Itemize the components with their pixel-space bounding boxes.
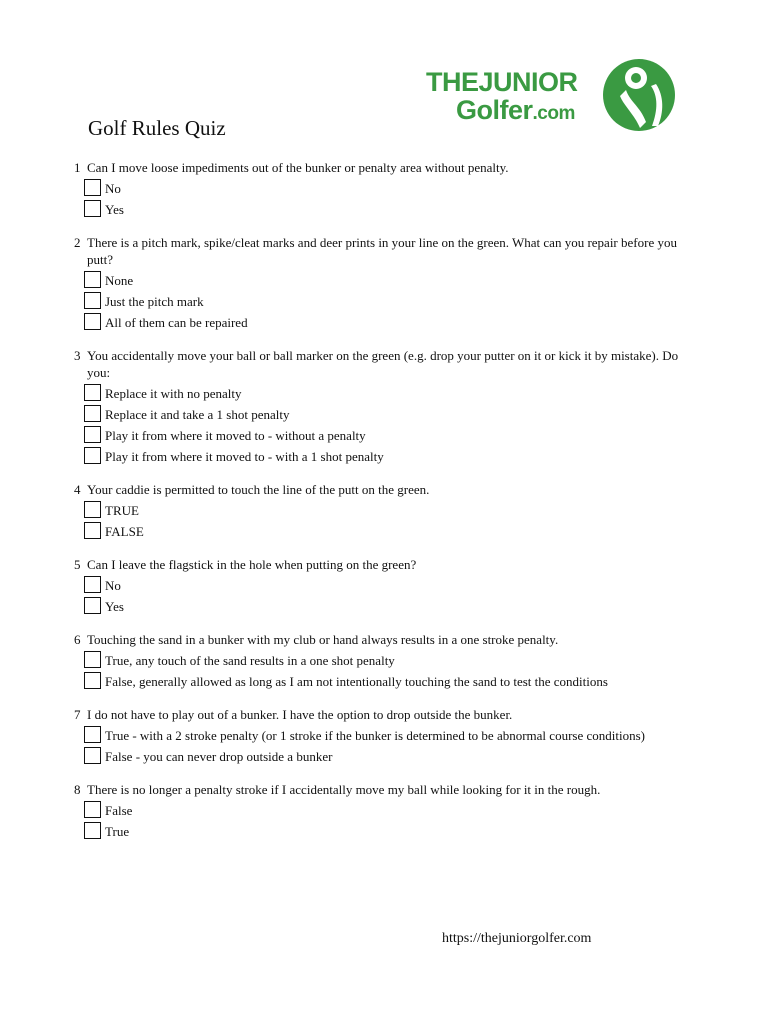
page-title: Golf Rules Quiz — [88, 116, 226, 140]
question-5 — [74, 556, 694, 616]
answer-label: False — [105, 803, 133, 818]
answer-checkbox[interactable] — [84, 447, 101, 464]
answer-checkbox[interactable] — [84, 597, 101, 614]
question-number: 3 — [74, 348, 81, 363]
answer-label: FALSE — [105, 524, 144, 539]
answer-checkbox[interactable] — [84, 522, 101, 539]
answer-options — [84, 271, 694, 332]
answer-label: No — [105, 181, 121, 196]
question-text: You accidentally move your ball or ball marker on the green (e.g. drop your putter on it or kick it by mistake). Do you: — [87, 348, 679, 380]
answer-checkbox[interactable] — [84, 179, 101, 196]
logo-line-2-main: Golfer — [456, 95, 533, 125]
question-header — [74, 631, 694, 648]
answer-label: True, any touch of the sand results in a one shot penalty — [105, 653, 395, 668]
answer-label: Yes — [105, 202, 124, 217]
logo-line-1: THEJUNIOR — [426, 67, 578, 97]
question-text: Can I move loose impediments out of the bunker or penalty area without penalty. — [87, 160, 509, 175]
answer-checkbox[interactable] — [84, 672, 101, 689]
answer-checkbox[interactable] — [84, 200, 101, 217]
answer-label: Play it from where it moved to - with a 1 shot penalty — [105, 449, 384, 464]
answer-options — [84, 384, 694, 466]
question-header — [74, 706, 694, 723]
question-header — [74, 159, 694, 176]
answer-checkbox[interactable] — [84, 292, 101, 309]
answer-label: Replace it and take a 1 shot penalty — [105, 407, 290, 422]
answer-option[interactable] — [84, 822, 694, 841]
question-4 — [74, 481, 694, 541]
question-header — [74, 234, 694, 268]
answer-checkbox[interactable] — [84, 576, 101, 593]
answer-label: None — [105, 273, 134, 288]
answer-option[interactable] — [84, 384, 694, 403]
answer-checkbox[interactable] — [84, 822, 101, 839]
question-1 — [74, 159, 694, 219]
question-2 — [74, 234, 694, 332]
question-header — [74, 481, 694, 498]
answer-label: Replace it with no penalty — [105, 386, 242, 401]
answer-option[interactable] — [84, 179, 694, 198]
brand-logo — [426, 56, 682, 134]
question-header — [74, 347, 694, 381]
question-text: There is no longer a penalty stroke if I accidentally move my ball while looking for it in the rough. — [87, 782, 601, 797]
answer-option[interactable] — [84, 576, 694, 595]
golfer-emblem-icon — [596, 56, 682, 134]
answer-option[interactable] — [84, 522, 694, 541]
logo-line-2-suffix: .com — [532, 103, 575, 124]
answer-option[interactable] — [84, 405, 694, 424]
answer-options — [84, 179, 694, 219]
question-header — [74, 556, 694, 573]
question-6 — [74, 631, 694, 691]
question-number: 8 — [74, 782, 81, 797]
answer-label: No — [105, 578, 121, 593]
answer-checkbox[interactable] — [84, 747, 101, 764]
answer-options — [84, 576, 694, 616]
answer-checkbox[interactable] — [84, 405, 101, 422]
question-3 — [74, 347, 694, 466]
question-text: I do not have to play out of a bunker. I have the option to drop outside the bunker. — [87, 707, 513, 722]
logo-text — [426, 68, 578, 128]
answer-option[interactable] — [84, 426, 694, 445]
answer-label: False, generally allowed as long as I am not intentionally touching the sand to test the conditions — [105, 674, 608, 689]
question-number: 7 — [74, 707, 81, 722]
question-number: 5 — [74, 557, 81, 572]
answer-checkbox[interactable] — [84, 426, 101, 443]
answer-option[interactable] — [84, 200, 694, 219]
answer-option[interactable] — [84, 747, 694, 766]
footer-url: https://thejuniorgolfer.com — [442, 931, 592, 946]
answer-checkbox[interactable] — [84, 501, 101, 518]
answer-checkbox[interactable] — [84, 313, 101, 330]
answer-label: True - with a 2 stroke penalty (or 1 stroke if the bunker is determined to be abnormal course conditions) — [105, 728, 645, 743]
answer-checkbox[interactable] — [84, 651, 101, 668]
answer-option[interactable] — [84, 447, 694, 466]
answer-checkbox[interactable] — [84, 271, 101, 288]
answer-options — [84, 726, 694, 766]
answer-checkbox[interactable] — [84, 726, 101, 743]
answer-option[interactable] — [84, 313, 694, 332]
question-text: Your caddie is permitted to touch the line of the putt on the green. — [87, 482, 430, 497]
answer-label: False - you can never drop outside a bunker — [105, 749, 333, 764]
answer-option[interactable] — [84, 651, 694, 670]
question-number: 2 — [74, 235, 81, 250]
question-text: Touching the sand in a bunker with my club or hand always results in a one stroke penalty. — [87, 632, 559, 647]
question-7 — [74, 706, 694, 766]
question-number: 6 — [74, 632, 81, 647]
answer-label: Play it from where it moved to - without a penalty — [105, 428, 366, 443]
answer-option[interactable] — [84, 292, 694, 311]
question-text: Can I leave the flagstick in the hole when putting on the green? — [87, 557, 417, 572]
answer-option[interactable] — [84, 726, 694, 745]
answer-checkbox[interactable] — [84, 801, 101, 818]
question-8 — [74, 781, 694, 841]
question-header — [74, 781, 694, 798]
question-number: 1 — [74, 160, 81, 175]
answer-option[interactable] — [84, 672, 694, 691]
answer-label: Just the pitch mark — [105, 294, 204, 309]
answer-label: All of them can be repaired — [105, 315, 248, 330]
answer-label: True — [105, 824, 130, 839]
answer-checkbox[interactable] — [84, 384, 101, 401]
quiz-questions — [74, 159, 694, 856]
question-text: There is a pitch mark, spike/cleat marks and deer prints in your line on the green. What can you repair before you putt? — [87, 235, 677, 267]
answer-option[interactable] — [84, 801, 694, 820]
answer-label: TRUE — [105, 503, 139, 518]
answer-options — [84, 651, 694, 691]
answer-option[interactable] — [84, 501, 694, 520]
answer-option[interactable] — [84, 271, 694, 290]
answer-label: Yes — [105, 599, 124, 614]
answer-options — [84, 801, 694, 841]
logo-line-2 — [426, 96, 578, 128]
answer-option[interactable] — [84, 597, 694, 616]
answer-options — [84, 501, 694, 541]
question-number: 4 — [74, 482, 81, 497]
